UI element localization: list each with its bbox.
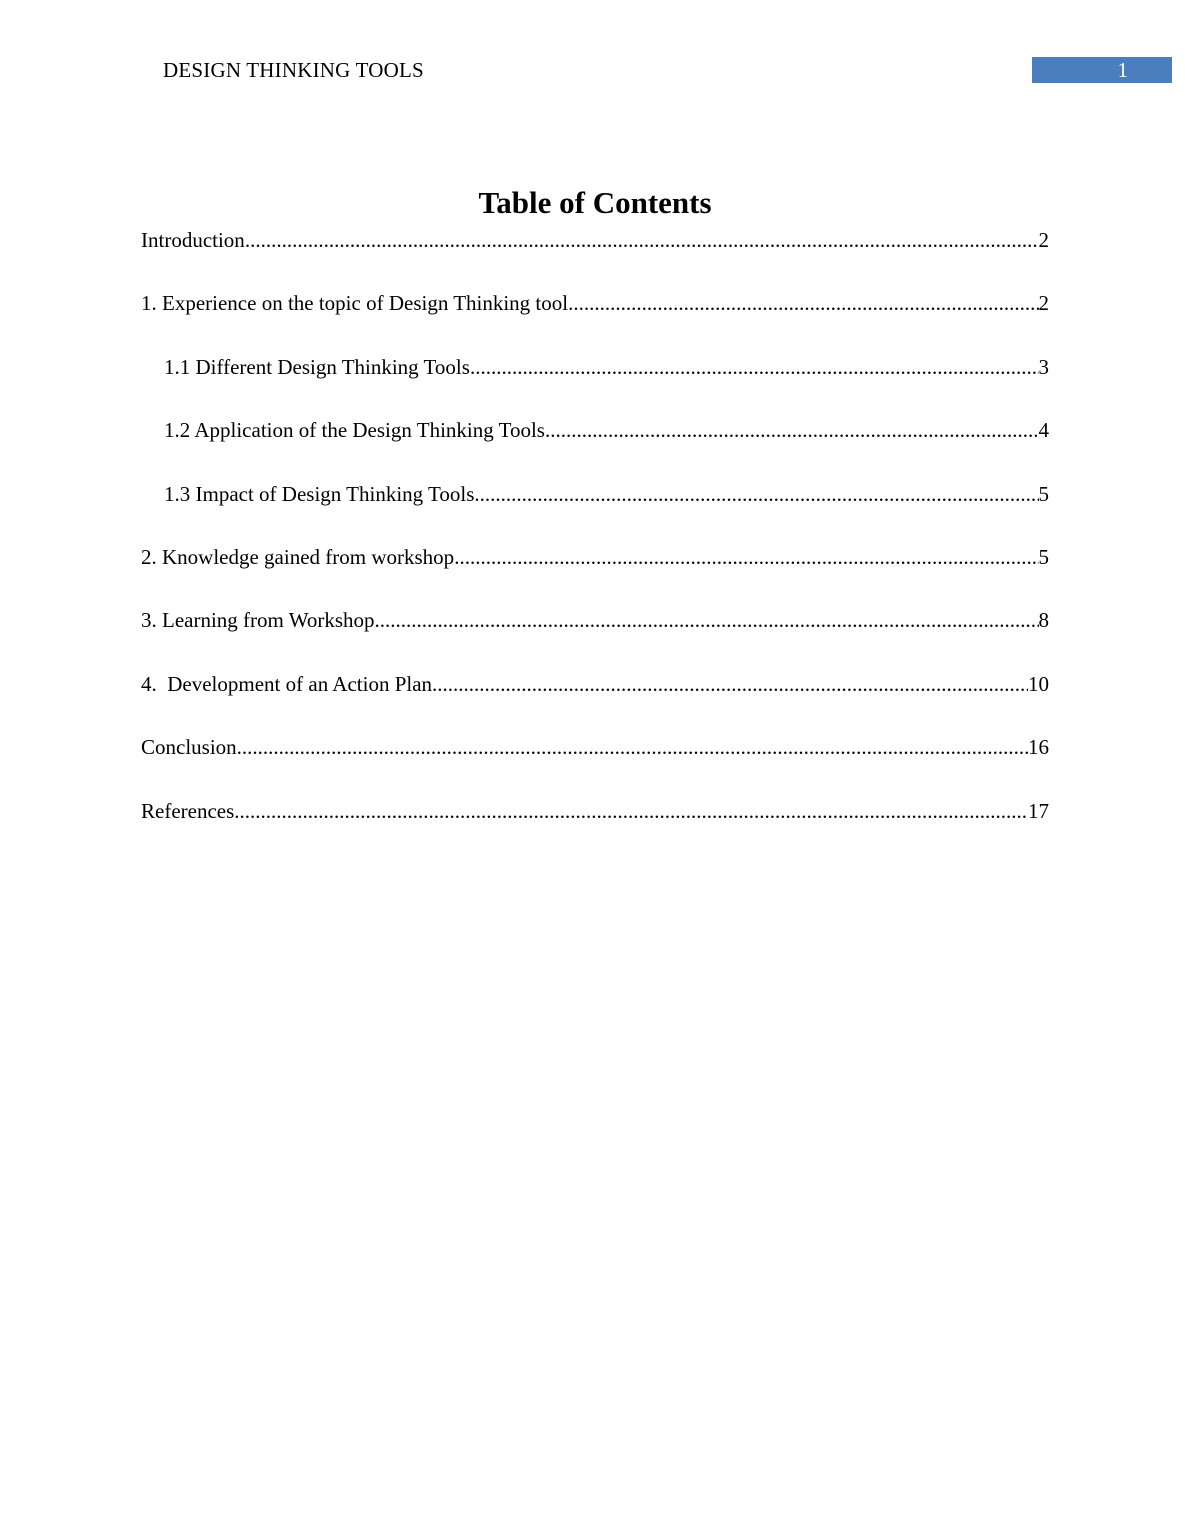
toc-dot-leader <box>474 482 1038 507</box>
toc-entry-action-plan[interactable] <box>141 672 1049 735</box>
toc-entry-page: 2 <box>1038 228 1049 252</box>
toc-entry-conclusion[interactable] <box>141 735 1049 798</box>
toc-entry-page: 10 <box>1028 671 1049 696</box>
toc-title: Table of Contents <box>478 185 712 220</box>
toc-entry-page: 3 <box>1038 354 1049 379</box>
toc-entry-label: 2. Knowledge gained from workshop <box>141 544 455 569</box>
toc-entry-page: 8 <box>1038 608 1049 633</box>
toc-entry-label: 1.1 Different Design Thinking Tools <box>164 354 470 379</box>
toc-entry-label: 1.2 Application of the Design Thinking Tools <box>164 418 545 443</box>
toc-entry-label: 4. Development of an Action Plan <box>141 671 433 696</box>
toc-entry-page: 16 <box>1028 735 1049 760</box>
toc-entry-impact[interactable] <box>141 482 1049 545</box>
toc-entry-page: 5 <box>1038 481 1049 506</box>
toc-entry-experience[interactable] <box>141 291 1049 354</box>
toc-dot-leader <box>234 799 1028 824</box>
toc-entry-label: Introduction <box>141 228 245 252</box>
toc-entry-label: References <box>141 798 235 823</box>
toc-entry-application[interactable] <box>141 418 1049 481</box>
toc-entry-label: 1. Experience on the topic of Design Thinking tool <box>141 291 569 316</box>
toc-entry-different-tools[interactable] <box>141 355 1049 418</box>
toc-dot-leader <box>568 291 1038 316</box>
toc-entry-label: Conclusion <box>141 735 237 760</box>
toc-list <box>141 228 1049 862</box>
toc-entry-page: 5 <box>1038 544 1049 569</box>
page-number: 1 <box>1117 58 1128 82</box>
toc-entry-label: 1.3 Impact of Design Thinking Tools <box>164 481 475 506</box>
toc-entry-page: 2 <box>1038 291 1049 316</box>
toc-dot-leader <box>237 735 1028 760</box>
toc-dot-leader <box>454 545 1038 570</box>
page-number-box <box>1032 57 1172 83</box>
toc-entry-knowledge[interactable] <box>141 545 1049 608</box>
toc-entry-page: 17 <box>1028 798 1049 823</box>
toc-dot-leader <box>545 418 1039 443</box>
toc-entry-introduction[interactable] <box>141 228 1049 291</box>
toc-entry-label: 3. Learning from Workshop <box>141 608 375 633</box>
toc-entry-references[interactable] <box>141 799 1049 862</box>
toc-dot-leader <box>432 672 1028 697</box>
toc-entry-learning[interactable] <box>141 608 1049 671</box>
toc-entry-page: 4 <box>1038 418 1049 443</box>
toc-dot-leader <box>470 355 1039 380</box>
running-head: DESIGN THINKING TOOLS <box>163 58 424 82</box>
toc-dot-leader <box>375 608 1039 633</box>
toc-dot-leader <box>245 228 1039 253</box>
